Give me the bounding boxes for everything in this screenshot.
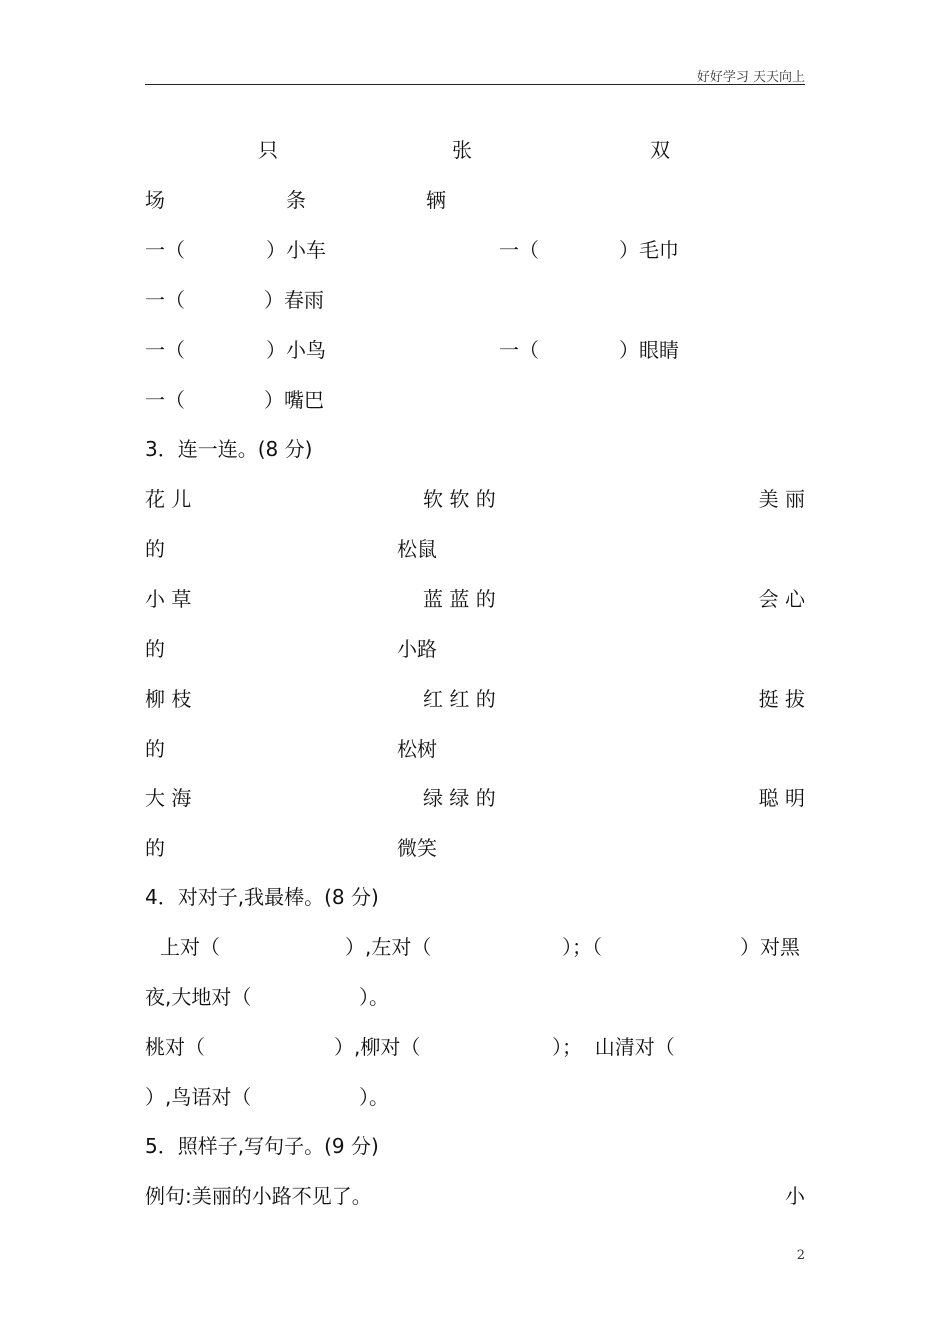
measure-word-shuang: 双 xyxy=(650,138,670,162)
match-left-item: 大 海 xyxy=(145,786,192,810)
couplet-text: ）,柳对（ xyxy=(334,1035,421,1059)
page-header: 好好学习 天天向上 xyxy=(696,70,805,85)
match-left-item: 小 草 xyxy=(145,587,192,611)
blank-suffix: ）春雨 xyxy=(264,288,324,312)
match-right-item: 聪 明 xyxy=(758,786,805,810)
measure-word-zhang: 张 xyxy=(452,138,472,162)
couplet-text: ）。 xyxy=(359,1085,389,1109)
match-left-item: 柳 枝 xyxy=(145,687,192,711)
couplet-text: ）,左对（ xyxy=(345,935,432,959)
blank-suffix: ）眼睛 xyxy=(619,338,679,362)
match-middle-item: 红 红 的 xyxy=(423,687,496,711)
match-right-item: 挺 拔 xyxy=(758,687,805,711)
question-4-title: 4．对对子,我最棒。(8 分) xyxy=(145,885,379,909)
header-rule xyxy=(145,84,805,85)
match-left-suffix: 的 xyxy=(145,836,165,860)
couplet-text: ）； 山清对（ xyxy=(552,1035,675,1059)
measure-word-tiao: 条 xyxy=(286,188,306,212)
blank-prefix: 一（ xyxy=(145,338,185,362)
page-number: 2 xyxy=(796,1248,805,1263)
blank-suffix: ）小鸟 xyxy=(266,338,326,362)
match-noun: 微笑 xyxy=(397,836,437,860)
measure-word-chang: 场 xyxy=(145,188,165,212)
measure-word-zhi: 只 xyxy=(258,138,278,162)
blank-prefix: 一（ xyxy=(145,388,185,412)
match-right-item: 会 心 xyxy=(758,587,805,611)
example-sentence: 例句:美丽的小路不见了。 xyxy=(145,1184,372,1208)
couplet-text: ）对黑 xyxy=(740,935,800,959)
match-noun: 小路 xyxy=(397,637,437,661)
match-noun: 松鼠 xyxy=(397,537,437,561)
couplet-text: ）；（ xyxy=(562,935,602,959)
match-noun: 松树 xyxy=(397,737,437,761)
match-left-suffix: 的 xyxy=(145,537,165,561)
sentence-continuation: 小 xyxy=(785,1184,805,1208)
couplet-text: 夜,大地对（ xyxy=(145,985,252,1009)
blank-prefix: 一（ xyxy=(499,338,539,362)
question-3-title: 3．连一连。(8 分) xyxy=(145,437,313,461)
blank-suffix: ）嘴巴 xyxy=(264,388,324,412)
blank-prefix: 一（ xyxy=(499,238,539,262)
blank-suffix: ）小车 xyxy=(266,238,326,262)
couplet-text: 上对（ xyxy=(160,935,220,959)
match-left-item: 花 儿 xyxy=(145,487,192,511)
match-middle-item: 蓝 蓝 的 xyxy=(423,587,496,611)
match-left-suffix: 的 xyxy=(145,737,165,761)
blank-prefix: 一（ xyxy=(145,288,185,312)
couplet-text: ）。 xyxy=(359,985,389,1009)
match-left-suffix: 的 xyxy=(145,637,165,661)
couplet-text: 桃对（ xyxy=(145,1035,205,1059)
blank-suffix: ）毛巾 xyxy=(619,238,679,262)
blank-prefix: 一（ xyxy=(145,238,185,262)
match-right-item: 美 丽 xyxy=(758,487,805,511)
measure-word-liang: 辆 xyxy=(426,188,446,212)
match-middle-item: 绿 绿 的 xyxy=(423,786,496,810)
match-middle-item: 软 软 的 xyxy=(423,487,496,511)
question-5-title: 5．照样子,写句子。(9 分) xyxy=(145,1134,379,1158)
couplet-text: ）,鸟语对（ xyxy=(145,1085,252,1109)
